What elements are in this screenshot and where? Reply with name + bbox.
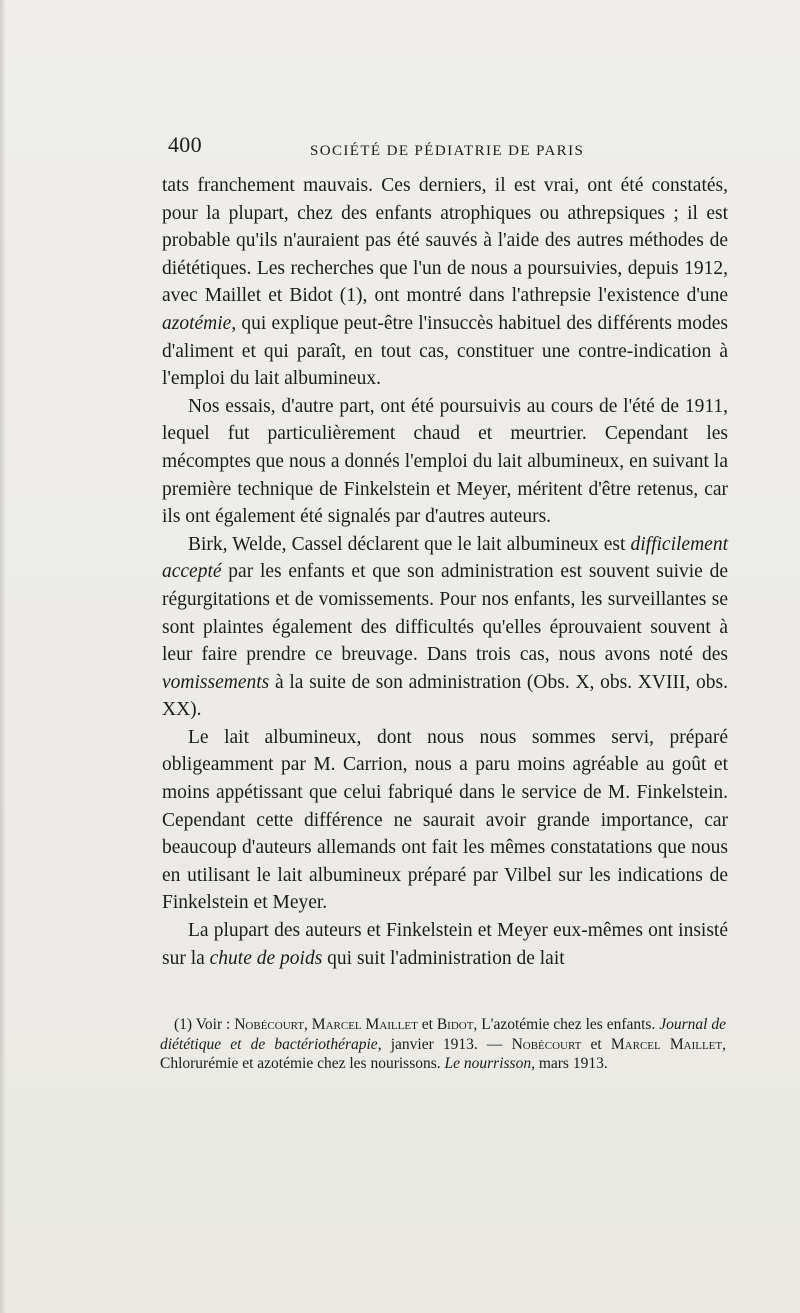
page-number: 400 [168,132,202,157]
footnote-block [160,1015,726,1074]
emphasis-chute-de-poids: chute de poids [209,947,323,969]
footnote-author: Nobécourt, Marcel Maillet [234,1016,418,1033]
footnote-journal: Le nourrisson [444,1055,532,1072]
emphasis-vomissements: vomissements [162,671,270,693]
page-header [168,130,728,164]
paragraph-3: Birk, Welde, Cassel déclarent que le lait albumineux est difficilement accepté par les enfants et que son administration est souvent suivie de régurgitations et de vomissements. Pour nos enfants, les surveillantes se sont plaintes également des difficultés qu'elles éprouvaient souvent à leur faire prendre ce breuvage. Dans trois cas, nous avons noté des vomissements à la suite de son administration (Obs. X, obs. XVIII, obs. XX). [162,533,728,721]
footnote-author: Marcel Maillet [610,1035,723,1053]
page-gutter [0,0,6,1313]
body-text [162,172,728,972]
footnote-author: Bidot [436,1016,474,1033]
footnote-author: Nobécourt [511,1035,582,1053]
paragraph-2: Nos essais, d'autre part, ont été poursuivis au cours de l'été de 1911, lequel fut particulièrement chaud et meurtrier. Cependant les mécomptes que nous a donnés l'emploi du lait albumineux, en suivant la première technique de Finkelstein et Meyer, méritent d'être retenus, car ils ont également été signalés par d'autres auteurs. [162,395,728,528]
footnote-1: (1) Voir : Nobécourt, Marcel Maillet et Bidot, L'azotémie chez les enfants. Journal de diététique et de bactériothérapie, janvier 1913. — Nobécourt et Marcel Maillet, Chlorurémie et azotémie chez les nourissons. Le nourrisson, mars 1913. [160,1016,726,1072]
paragraph-4: Le lait albumineux, dont nous nous sommes servi, préparé obligeamment par M. Carrion, nous a paru moins agréable au goût et moins appétissant que celui fabriqué dans le service de M. Finkelstein. Cependant cette différence ne saurait avoir grande importance, car beaucoup d'auteurs allemands ont fait les mêmes constatations que nous en utilisant le lait albumineux préparé par Vilbel sur les indications de Finkelstein et Meyer. [162,726,728,914]
paragraph-5: La plupart des auteurs et Finkelstein et Meyer eux-mêmes ont insisté sur la chute de poids qui suit l'administration de lait [162,920,728,969]
paragraph-1: tats franchement mauvais. Ces derniers, il est vrai, ont été constatés, pour la plupart, chez des enfants atrophiques ou athrepsiques ; il est probable qu'ils n'auraient pas été sauvés à l'aide des autres méthodes de diététiques. Les recherches que l'un de nous a poursuivies, depuis 1912, avec Maillet et Bidot (1), ont montré dans l'athrepsie l'existence d'une azotémie, qui explique peut-être l'insuccès habituel des différents modes d'aliment et qui paraît, en tout cas, constituer une contre-indication à l'emploi du lait albumineux. [162,175,728,390]
footnote-journal: Journal de diététique et de bactériothérapie [160,1016,726,1053]
running-title: SOCIÉTÉ DE PÉDIATRIE DE PARIS [310,143,585,159]
emphasis-azotemie: azotémie [162,312,232,334]
emphasis-difficilement-accepte: difficilement accepté [162,533,728,583]
